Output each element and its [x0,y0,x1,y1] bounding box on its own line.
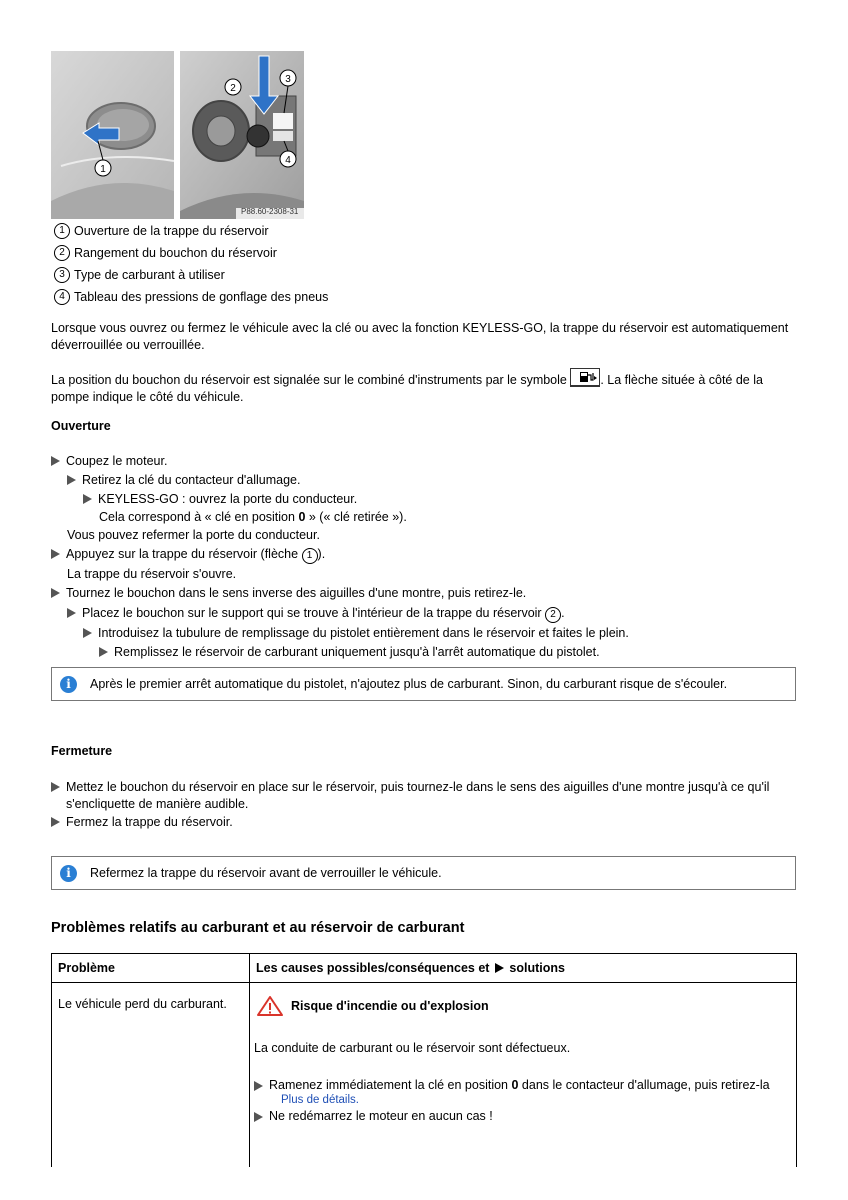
bullet-arrow-icon [67,608,76,618]
opening-step-3: KEYLESS-GO : ouvrez la porte du conducteur. [83,491,357,508]
opening-step-3-result: Cela correspond à « clé en position 0 » (« clé retirée »). [99,510,407,524]
svg-text:3: 3 [285,74,291,85]
bullet-arrow-icon [254,1081,263,1091]
column-header-causes: Les causes possibles/conséquences et solutions [250,954,797,983]
callout-number: 1 [302,548,318,564]
problem-cell: Le véhicule perd du carburant. [52,983,250,1168]
problems-section-title: Problèmes relatifs au carburant et au réservoir de carburant [51,920,465,936]
opening-step-7: Introduisez la tubulure de remplissage du pistolet entièrement dans le réservoir et faites le plein. [83,625,629,642]
legend-text: Tableau des pressions de gonflage des pneus [74,290,329,304]
solution-arrow-icon [495,963,504,973]
action-1: Ramenez immédiatement la clé en position 0 dans le contacteur d'allumage, puis retirez-la Plus de détails. [254,1078,792,1106]
opening-step-5: Tournez le bouchon dans le sens inverse des aiguilles d'une montre, puis retirez-le. [51,585,526,602]
legend-text: Rangement du bouchon du réservoir [74,246,277,260]
legend-item [54,288,328,306]
closing-step-1: Mettez le bouchon du réservoir en place sur le réservoir, puis tournez-le dans le sens des aiguilles d'une montre jusqu'à ce qu'il s'encliquette de manière audible. [51,779,796,812]
bullet-arrow-icon [83,494,92,504]
info-icon: i [60,865,77,882]
note-text: Après le premier arrêt automatique du pistolet, n'ajoutez plus de carburant. Sinon, du carburant risque de s'écouler. [90,677,728,691]
intro-paragraph-1: Lorsque vous ouvrez ou fermez le véhicule avec la clé ou avec la fonction KEYLESS-GO, la trappe du réservoir est automatiquement déverrouillée ou verrouillée. [51,321,789,352]
note-text: Refermez la trappe du réservoir avant de verrouiller le véhicule. [90,866,442,880]
bullet-arrow-icon [67,475,76,485]
warning-triangle-icon [256,995,284,1017]
callout-2 [225,79,241,95]
opening-step-8: Remplissez le réservoir de carburant uniquement jusqu'à l'arrêt automatique du pistolet. [99,644,600,661]
table-header-row [52,954,797,983]
opening-step-3-note: Vous pouvez refermer la porte du conducteur. [67,528,320,542]
bullet-arrow-icon [51,817,60,827]
fuel-flap-figure [51,51,304,219]
callout-number: 2 [545,607,561,623]
legend-text: Type de carburant à utiliser [74,268,225,282]
callout-number: 4 [54,289,70,305]
opening-step-6: Placez le bouchon sur le support qui se trouve à l'intérieur de la trappe du réservoir 2 . [67,605,565,623]
column-header-problem: Problème [52,954,250,983]
closing-step-2: Fermez la trappe du réservoir. [51,814,233,831]
table-row [52,983,797,1168]
bullet-arrow-icon [51,782,60,792]
intro-text-after: . La flèche située à côté de la pompe indique le côté du véhicule. [51,373,763,404]
svg-text:2: 2 [230,83,236,94]
opening-step-1: Coupez le moteur. [51,453,167,470]
fuel-flap-illustration [51,51,304,219]
info-icon: i [60,676,77,693]
opening-info-note [51,667,796,701]
more-details-link[interactable]: Plus de détails. [281,1094,359,1106]
problems-table [51,953,797,1167]
fuel-pump-symbol-icon [570,368,600,387]
callout-number: 2 [54,245,70,261]
legend-item [54,266,225,284]
intro-paragraph-2 [51,368,796,405]
closing-heading: Fermeture [51,744,113,758]
svg-text:4: 4 [285,155,291,166]
bullet-arrow-icon [51,588,60,598]
figure-code: P88.60-2308-31 [241,207,299,216]
opening-heading: Ouverture [51,419,111,433]
bullet-arrow-icon [51,549,60,559]
legend-item [54,244,277,262]
causes-cell [250,983,797,1168]
opening-step-4-result: La trappe du réservoir s'ouvre. [67,567,237,581]
legend-item [54,222,269,240]
bullet-arrow-icon [83,628,92,638]
callout-number: 3 [54,267,70,283]
bullet-arrow-icon [254,1112,263,1122]
bullet-arrow-icon [99,647,108,657]
intro-text-before: La position du bouchon du réservoir est signalée sur le combiné d'instruments par le symbole [51,373,571,387]
closing-info-note [51,856,796,890]
bullet-arrow-icon [51,456,60,466]
action-2: Ne redémarrez le moteur en aucun cas ! [254,1109,792,1123]
cause-text: La conduite de carburant ou le réservoir sont défectueux. [254,1041,571,1055]
opening-step-4: Appuyez sur la trappe du réservoir (flèche 1 ). [51,546,325,564]
svg-text:1: 1 [100,164,106,175]
callout-number: 1 [54,223,70,239]
opening-step-2: Retirez la clé du contacteur d'allumage. [67,472,300,489]
warning-title: Risque d'incendie ou d'explosion [254,995,792,1017]
legend-text: Ouverture de la trappe du réservoir [74,224,269,238]
